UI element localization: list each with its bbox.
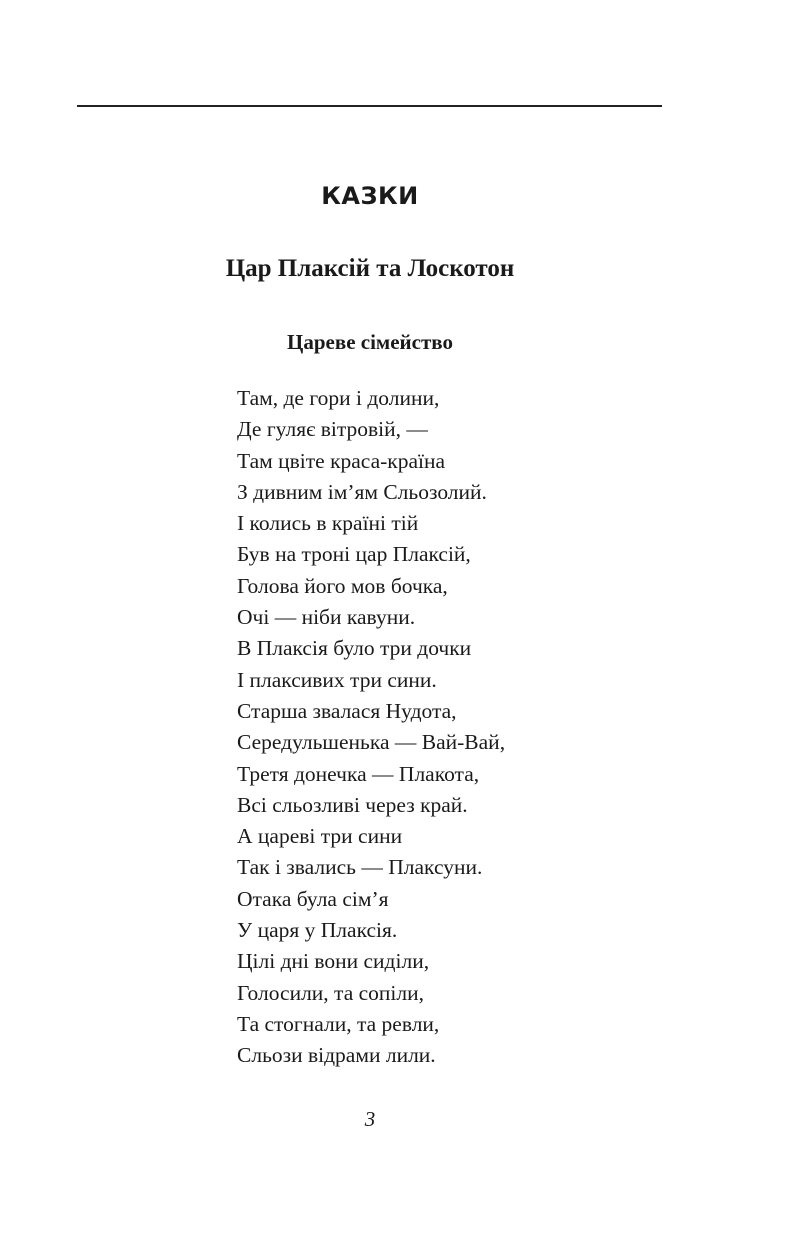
poem <box>237 383 505 1072</box>
poem-line: І колись в країні тій <box>237 511 419 536</box>
poem-line: Старша звалася Нудота, <box>237 698 457 723</box>
poem-line: Цілі дні вони сиділи, <box>237 949 430 974</box>
poem-line: Там, де гори і долини, <box>237 386 440 410</box>
poem-line: Голова його мов бочка, <box>237 573 448 598</box>
header-rule <box>77 105 662 107</box>
poem-line: Середульшенька — Вай-Вай, <box>237 730 506 755</box>
poem-line: Отака була сім’я <box>237 886 389 911</box>
poem-line: А цареві три сини <box>237 824 403 849</box>
poem-line: Голосили, та сопіли, <box>237 980 425 1005</box>
poem-line: В Плаксія було три дочки <box>237 636 472 661</box>
poem-line: І плаксивих три сини. <box>237 667 437 692</box>
poem-line: Очі — ніби кавуни. <box>237 605 416 630</box>
poem-line: З дивним ім’ям Сльозолий. <box>237 479 487 504</box>
tale-title: Цар Плаксій та Лоскотон <box>225 255 515 282</box>
poem-line: Так і звались — Плаксуни. <box>237 855 483 880</box>
poem-line: У царя у Плаксія. <box>237 918 398 943</box>
poem-line: Де гуляє вітровій, — <box>237 417 428 442</box>
poem-line: Там цвіте краса-країна <box>237 448 446 473</box>
page-number: 3 <box>364 1107 376 1131</box>
poem-line: Та стогнали, та ревли, <box>237 1011 440 1036</box>
poem-line: Всі сльозливі через край. <box>237 792 468 817</box>
poem-line: Був на троні цар Плаксій, <box>237 542 471 567</box>
poem-line: Третя донечка — Плакота, <box>237 761 480 786</box>
chapter-title: Цареве сімейство <box>287 330 453 354</box>
poem-line: Сльози відрами лили. <box>237 1043 436 1068</box>
section-title: КАЗКИ <box>321 182 419 210</box>
